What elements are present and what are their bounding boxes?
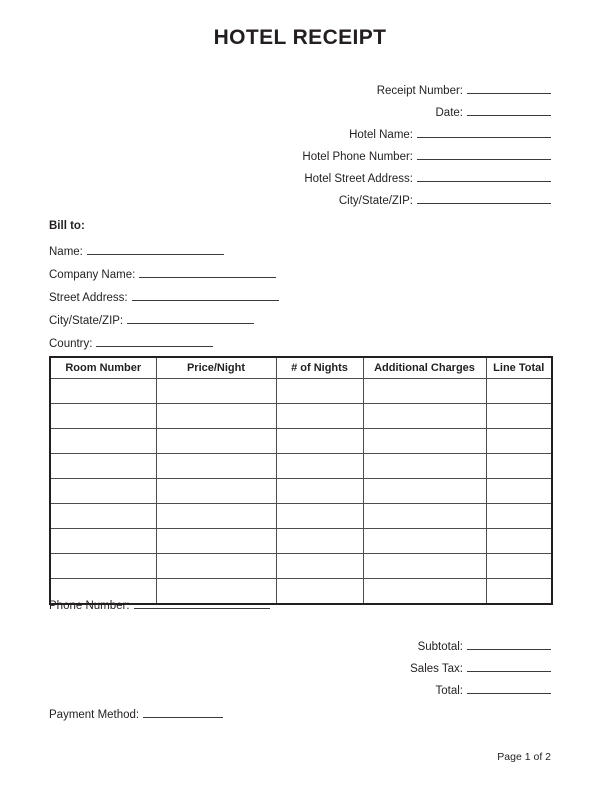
field-label: Name: xyxy=(49,246,83,258)
bill-to-block xyxy=(49,220,379,358)
cell-line-total[interactable] xyxy=(486,554,552,579)
cell-price-night[interactable] xyxy=(156,504,276,529)
cell-room-number[interactable] xyxy=(50,429,156,454)
cell-room-number[interactable] xyxy=(50,504,156,529)
table-row xyxy=(50,554,552,579)
column-header-price-night: Price/Night xyxy=(156,357,276,379)
field-hotel-name xyxy=(49,126,551,148)
cell-line-total[interactable] xyxy=(486,404,552,429)
field-label: Hotel Name: xyxy=(349,129,413,141)
field-bill-to-city-state-zip xyxy=(49,312,379,335)
table-row xyxy=(50,529,552,554)
cell-line-total[interactable] xyxy=(486,379,552,404)
hotel-street-address-input[interactable] xyxy=(417,170,551,182)
page-title: HOTEL RECEIPT xyxy=(213,26,387,49)
cell-price-night[interactable] xyxy=(156,454,276,479)
field-bill-to-country xyxy=(49,335,379,358)
table-row xyxy=(50,454,552,479)
page-indicator: Page 1 of 2 xyxy=(497,751,551,763)
column-header-additional-charges: Additional Charges xyxy=(363,357,486,379)
subtotal-input[interactable] xyxy=(467,638,551,650)
field-hotel-city-state-zip xyxy=(49,192,551,214)
table-row xyxy=(50,379,552,404)
field-guest-phone-number xyxy=(49,597,270,612)
column-header-room-number: Room Number xyxy=(50,357,156,379)
field-label: Sales Tax: xyxy=(410,663,463,675)
field-label: City/State/ZIP: xyxy=(49,315,124,327)
cell-number-of-nights[interactable] xyxy=(276,479,363,504)
cell-room-number[interactable] xyxy=(50,479,156,504)
cell-price-night[interactable] xyxy=(156,404,276,429)
field-sales-tax xyxy=(300,660,551,682)
cell-number-of-nights[interactable] xyxy=(276,379,363,404)
payment-method-input[interactable] xyxy=(143,706,223,718)
field-label: Total: xyxy=(435,685,463,697)
cell-room-number[interactable] xyxy=(50,454,156,479)
totals-block xyxy=(300,638,551,704)
cell-additional-charges[interactable] xyxy=(363,429,486,454)
field-hotel-phone-number xyxy=(49,148,551,170)
hotel-city-state-zip-input[interactable] xyxy=(417,192,551,204)
guest-phone-number-input[interactable] xyxy=(134,597,270,609)
cell-additional-charges[interactable] xyxy=(363,579,486,605)
hotel-info-block xyxy=(49,82,551,214)
table-row xyxy=(50,429,552,454)
cell-line-total[interactable] xyxy=(486,429,552,454)
field-label: Payment Method: xyxy=(49,709,140,721)
bill-to-country-input[interactable] xyxy=(96,335,213,347)
field-bill-to-company-name xyxy=(49,266,379,289)
field-receipt-number xyxy=(49,82,551,104)
field-bill-to-street-address xyxy=(49,289,379,312)
field-date xyxy=(49,104,551,126)
table-row xyxy=(50,504,552,529)
cell-number-of-nights[interactable] xyxy=(276,404,363,429)
hotel-name-input[interactable] xyxy=(417,126,551,138)
cell-line-total[interactable] xyxy=(486,479,552,504)
bill-to-heading: Bill to: xyxy=(49,220,85,232)
cell-number-of-nights[interactable] xyxy=(276,554,363,579)
field-label: Hotel Phone Number: xyxy=(302,151,413,163)
table-row xyxy=(50,404,552,429)
field-payment-method xyxy=(49,706,223,721)
cell-price-night[interactable] xyxy=(156,429,276,454)
table-row xyxy=(50,479,552,504)
cell-additional-charges[interactable] xyxy=(363,379,486,404)
field-hotel-street-address xyxy=(49,170,551,192)
charges-table xyxy=(49,356,553,605)
cell-room-number[interactable] xyxy=(50,404,156,429)
cell-additional-charges[interactable] xyxy=(363,529,486,554)
cell-room-number[interactable] xyxy=(50,379,156,404)
field-label: Date: xyxy=(435,107,463,119)
field-subtotal xyxy=(300,638,551,660)
column-header-line-total: Line Total xyxy=(486,357,552,379)
cell-line-total[interactable] xyxy=(486,579,552,605)
field-total xyxy=(300,682,551,704)
cell-number-of-nights[interactable] xyxy=(276,579,363,605)
date-input[interactable] xyxy=(467,104,551,116)
field-label: Phone Number: xyxy=(49,600,130,612)
column-header-number-of-nights: # of Nights xyxy=(276,357,363,379)
bill-to-name-input[interactable] xyxy=(87,243,224,255)
receipt-number-input[interactable] xyxy=(467,82,551,94)
field-bill-to-name xyxy=(49,243,379,266)
bill-to-company-name-input[interactable] xyxy=(139,266,276,278)
field-label: Subtotal: xyxy=(417,641,463,653)
cell-price-night[interactable] xyxy=(156,554,276,579)
cell-number-of-nights[interactable] xyxy=(276,504,363,529)
cell-additional-charges[interactable] xyxy=(363,554,486,579)
cell-additional-charges[interactable] xyxy=(363,404,486,429)
field-label: Receipt Number: xyxy=(376,85,463,97)
cell-line-total[interactable] xyxy=(486,504,552,529)
field-label: Company Name: xyxy=(49,269,136,281)
cell-room-number[interactable] xyxy=(50,554,156,579)
field-label: Street Address: xyxy=(49,292,128,304)
table-header-row xyxy=(50,357,552,379)
field-label: City/State/ZIP: xyxy=(338,195,413,207)
charges-table-body xyxy=(50,379,552,605)
cell-price-night[interactable] xyxy=(156,529,276,554)
total-input[interactable] xyxy=(467,682,551,694)
field-label: Hotel Street Address: xyxy=(304,173,413,185)
cell-number-of-nights[interactable] xyxy=(276,429,363,454)
cell-number-of-nights[interactable] xyxy=(276,454,363,479)
cell-room-number[interactable] xyxy=(50,529,156,554)
cell-line-total[interactable] xyxy=(486,529,552,554)
charges-table-wrap xyxy=(49,356,551,605)
bill-to-city-state-zip-input[interactable] xyxy=(127,312,254,324)
cell-price-night[interactable] xyxy=(156,379,276,404)
hotel-phone-number-input[interactable] xyxy=(417,148,551,160)
cell-additional-charges[interactable] xyxy=(363,504,486,529)
cell-additional-charges[interactable] xyxy=(363,479,486,504)
sales-tax-input[interactable] xyxy=(467,660,551,672)
field-label: Country: xyxy=(49,338,93,350)
cell-price-night[interactable] xyxy=(156,479,276,504)
bill-to-street-address-input[interactable] xyxy=(132,289,279,301)
cell-number-of-nights[interactable] xyxy=(276,529,363,554)
cell-line-total[interactable] xyxy=(486,454,552,479)
cell-additional-charges[interactable] xyxy=(363,454,486,479)
